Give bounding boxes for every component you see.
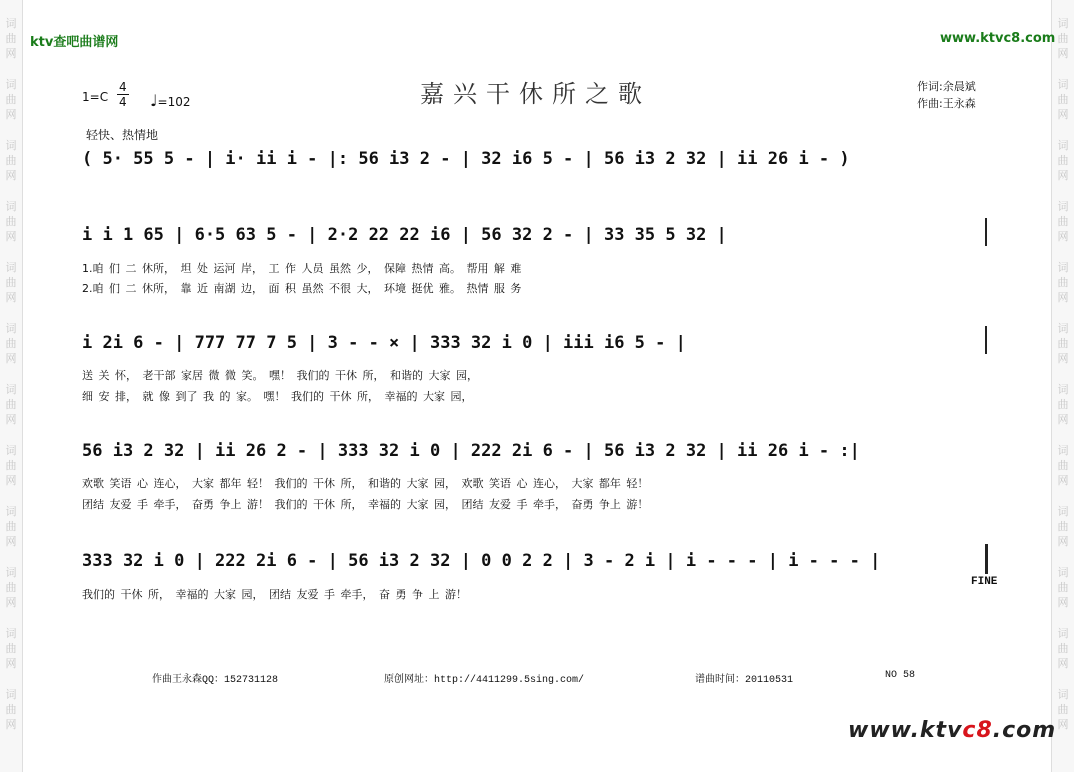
side-watermark-char: 曲 (5, 93, 17, 106)
score-line-4: 56 i3 2 32 | ii 26 2 - | 333 32 i 0 | 222 2i 6 - | 56 i3 2 32 | ii 26 i - :| (82, 441, 860, 461)
side-watermark-char: 曲 (1057, 581, 1069, 594)
side-watermark-char: 词 (5, 688, 17, 701)
score-line-3: i 2i 6 - | 777 77 7 5 | 3 - - × | 333 32 i 0 | iii i6 5 - | (82, 333, 686, 353)
side-watermark-char: 网 (1057, 596, 1069, 609)
side-watermark-char: 网 (5, 291, 17, 304)
side-watermark-char: 词 (1057, 383, 1069, 396)
side-watermark-char: 网 (5, 47, 17, 60)
side-watermark-char: 网 (1057, 230, 1069, 243)
side-watermark-char: 网 (5, 230, 17, 243)
time-top: 4 (119, 80, 127, 94)
side-watermark-char: 词 (1057, 627, 1069, 640)
side-watermark-char: 网 (5, 535, 17, 548)
side-watermark-char: 网 (1057, 352, 1069, 365)
footer-url: 原创网址：http://4411299.5sing.com/ (384, 675, 585, 686)
side-watermark-char: 曲 (5, 459, 17, 472)
lyric-line-5: 我们的 干休 所， 幸福的 大家 园， 团结 友爱 手 牵手， 奋 勇 争 上 游！ (82, 588, 467, 601)
barline (985, 218, 987, 246)
watermark-c8: c8 (962, 718, 993, 743)
side-watermark-char: 词 (5, 505, 17, 518)
side-watermark-char: 网 (5, 413, 17, 426)
site-name-left[interactable]: ktv查吧曲谱网 (30, 35, 119, 50)
side-watermark-char: 曲 (5, 703, 17, 716)
side-watermark-char: 网 (5, 657, 17, 670)
footer-number: NO 58 (885, 670, 916, 681)
side-watermark-char: 词 (1057, 688, 1069, 701)
side-watermark-char: 网 (5, 596, 17, 609)
side-watermark-char: 曲 (5, 520, 17, 533)
side-watermark-char: 曲 (1057, 276, 1069, 289)
site-url-right[interactable]: www.ktvc8.com (940, 31, 1056, 46)
side-watermark-char: 网 (1057, 657, 1069, 670)
side-watermark-char: 网 (5, 474, 17, 487)
quarter-note-icon: ♩ (150, 91, 158, 110)
side-watermark-char: 网 (5, 169, 17, 182)
side-watermark-char: 词 (1057, 200, 1069, 213)
side-watermark-char: 网 (1057, 169, 1069, 182)
right-watermark-strip (1051, 0, 1074, 772)
side-watermark-char: 曲 (1057, 398, 1069, 411)
fine-marking: FINE (971, 576, 998, 588)
side-watermark-char: 词 (1057, 505, 1069, 518)
side-watermark-char: 网 (5, 108, 17, 121)
side-watermark-char: 曲 (1057, 154, 1069, 167)
side-watermark-char: 曲 (1057, 703, 1069, 716)
side-watermark-char: 词 (5, 444, 17, 457)
side-watermark-char: 词 (5, 566, 17, 579)
lyric-line-3-verse-2: 细 安 排， 就 像 到了 我 的 家。 嘿！ 我们的 干休 所， 幸福的 大家 园， (82, 390, 473, 403)
footer-date: 谱曲时间：20110531 (695, 675, 794, 686)
tempo-marking (150, 91, 191, 110)
side-watermark-char: 网 (1057, 108, 1069, 121)
lyric-line-2-verse-2: 2.咱 们 二 休所， 靠 近 南湖 边， 面 积 虽然 不很 大， 环境 挺优 雅。 热情 服 务 (82, 282, 522, 295)
side-watermark-char: 词 (1057, 322, 1069, 335)
lyric-line-4-verse-2: 团结 友爱 手 牵手， 奋勇 争上 游！ 我们的 干休 所， 幸福的 大家 园， 团结 友爱 手 牵手， 奋勇 争上 游！ (82, 498, 649, 511)
composer: 作曲:王永森 (917, 97, 976, 110)
side-watermark-char: 词 (5, 139, 17, 152)
side-watermark-char: 词 (1057, 17, 1069, 30)
side-watermark-char: 曲 (5, 581, 17, 594)
side-watermark-char: 词 (5, 78, 17, 91)
side-watermark-char: 词 (5, 627, 17, 640)
side-watermark-char: 网 (1057, 47, 1069, 60)
side-watermark-char: 词 (1057, 444, 1069, 457)
side-watermark-char: 曲 (5, 32, 17, 45)
side-watermark-char: 词 (5, 261, 17, 274)
side-watermark-char: 曲 (1057, 93, 1069, 106)
side-watermark-char: 曲 (1057, 215, 1069, 228)
side-watermark-char: 网 (1057, 291, 1069, 304)
side-watermark-char: 曲 (5, 398, 17, 411)
side-watermark-char: 曲 (1057, 642, 1069, 655)
song-title: 嘉兴干休所之歌 (420, 80, 651, 108)
key-signature: 1=C (82, 90, 109, 104)
side-watermark-char: 曲 (1057, 520, 1069, 533)
side-watermark-char: 曲 (5, 642, 17, 655)
lyric-line-3-verse-1: 送 关 怀， 老干部 家居 微 微 笑。 嘿！ 我们的 干休 所， 和谐的 大家 园， (82, 369, 478, 382)
time-bottom: 4 (119, 95, 127, 109)
side-watermark-char: 曲 (1057, 32, 1069, 45)
side-watermark-char: 词 (1057, 261, 1069, 274)
credits (917, 78, 976, 112)
side-watermark-char: 词 (5, 322, 17, 335)
side-watermark-char: 词 (1057, 566, 1069, 579)
side-watermark-char: 网 (1057, 474, 1069, 487)
side-watermark-char: 词 (1057, 78, 1069, 91)
lyricist: 作词:余晨斌 (917, 80, 976, 93)
watermark-prefix: www.ktv (848, 718, 963, 743)
side-watermark-char: 曲 (5, 215, 17, 228)
side-watermark-char: 词 (5, 200, 17, 213)
time-signature (117, 80, 129, 109)
lyric-line-2-verse-1: 1.咱 们 二 休所， 坦 处 运河 岸， 工 作 人员 虽然 少， 保障 热情 高。 帮用 解 难 (82, 262, 522, 275)
tempo-value: =102 (157, 95, 191, 109)
barline (985, 326, 987, 354)
final-barline (985, 544, 988, 574)
side-watermark-char: 网 (1057, 535, 1069, 548)
expression-marking: 轻快、热情地 (86, 128, 159, 142)
side-watermark-char: 词 (1057, 139, 1069, 152)
side-watermark-char: 网 (1057, 413, 1069, 426)
score-line-2: i i 1 65 | 6·5 63 5 - | 2·2 22 22 i6 | 56 32 2 - | 33 35 5 32 | (82, 225, 727, 245)
watermark-suffix: .com (992, 718, 1057, 743)
lyric-line-4-verse-1: 欢歌 笑语 心 连心， 大家 都年 轻！ 我们的 干休 所， 和谐的 大家 园， 欢歌 笑语 心 连心， 大家 都年 轻！ (82, 477, 649, 490)
left-watermark-strip (0, 0, 23, 772)
side-watermark-char: 曲 (5, 276, 17, 289)
side-watermark-char: 网 (1057, 718, 1069, 731)
side-watermark-char: 曲 (1057, 459, 1069, 472)
side-watermark-char: 网 (5, 352, 17, 365)
side-watermark-char: 词 (5, 17, 17, 30)
score-line-5: 333 32 i 0 | 222 2i 6 - | 56 i3 2 32 | 0 0 2 2 | 3 - 2 i | i - - - | i - - - | (82, 551, 881, 571)
footer-qq: 作曲王永森QQ：152731128 (152, 675, 279, 686)
site-watermark-logo (848, 718, 1056, 743)
side-watermark-char: 曲 (5, 154, 17, 167)
side-watermark-char: 词 (5, 383, 17, 396)
side-watermark-char: 网 (5, 718, 17, 731)
side-watermark-char: 曲 (1057, 337, 1069, 350)
score-line-1: ( 5· 55 5 - | i· ii i - |: 56 i3 2 - | 32 i6 5 - | 56 i3 2 32 | ii 26 i - ) (82, 149, 850, 169)
side-watermark-char: 曲 (5, 337, 17, 350)
